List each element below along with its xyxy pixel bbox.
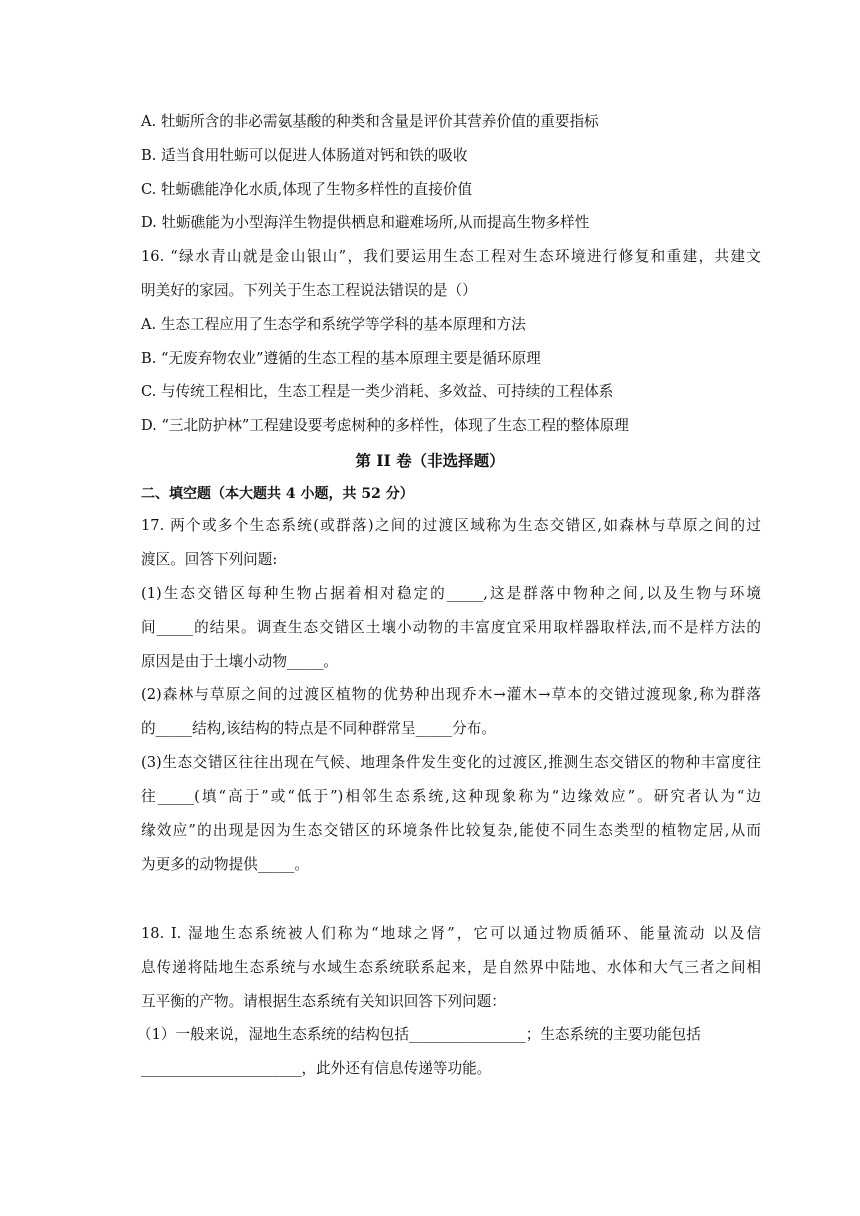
q17-part3-line-3: 缘效应”的出现是因为生态交错区的环境条件比较复杂,能使不同生态类型的植物定居,从而 bbox=[141, 822, 761, 839]
q15-option-b: B. 适当食用牡蛎可以促进人体肠道对钙和铁的吸收 bbox=[141, 147, 468, 164]
q17-part3-line-2: 往_____(填“高于”或“低于”)相邻生态系统,这种现象称为“边缘效应”。研究者认为“边 bbox=[141, 788, 761, 805]
q15-option-c: C. 牡蛎礁能净化水质,体现了生物多样性的直接价值 bbox=[141, 181, 473, 198]
q17-stem-line-2: 渡区。回答下列问题: bbox=[141, 551, 278, 568]
q15-option-d: D. 牡蛎礁能为小型海洋生物提供栖息和避难场所,从而提高生物多样性 bbox=[141, 214, 590, 231]
q16-stem-line-1: 16. “绿水青山就是金山银山”，我们要运用生态工程对生态环境进行修复和重建，共建文 bbox=[141, 248, 761, 265]
section-title: 第 II 卷（非选择题） bbox=[355, 451, 505, 470]
q17-part1-line-1: (1)生态交错区每种生物占据着相对稳定的_____,这是群落中物种之间,以及生物与环境 bbox=[141, 585, 761, 602]
q18-part1-line-2: ______________________，此外还有信息传递等功能。 bbox=[141, 1060, 492, 1077]
q18-stem-line-1: 18. I. 湿地生态系统被人们称为“地球之肾”，它可以通过物质循环、能量流动 以及信 bbox=[141, 925, 761, 942]
q16-stem-line-2: 明美好的家园。下列关于生态工程说法错误的是（） bbox=[141, 282, 477, 299]
q16-option-d: D. “三北防护林”工程建设要考虑树种的多样性，体现了生态工程的整体原理 bbox=[141, 417, 629, 434]
q17-part3-line-1: (3)生态交错区往往出现在气候、地理条件发生变化的过渡区,推测生态交错区的物种丰富度往 bbox=[141, 754, 761, 771]
q18-stem-line-3: 互平衡的产物。请根据生态系统有关知识回答下列问题： bbox=[141, 993, 506, 1010]
q17-stem-line-1: 17. 两个或多个生态系统(或群落)之间的过渡区域称为生态交错区,如森林与草原之间的过 bbox=[141, 517, 761, 534]
q17-part3-line-4: 为更多的动物提供_____。 bbox=[141, 856, 309, 873]
q18-stem-line-2: 息传递将陆地生态系统与水域生态系统联系起来，是自然界中陆地、水体和大气三者之间相 bbox=[141, 959, 761, 976]
q17-part1-line-2: 间_____的结果。调查生态交错区土壤小动物的丰富度宜采用取样器取样法,而不是样方法的 bbox=[141, 619, 761, 636]
q17-part1-line-3: 原因是由于土壤小动物_____。 bbox=[141, 653, 339, 670]
q16-option-c: C. 与传统工程相比，生态工程是一类少消耗、多效益、可持续的工程体系 bbox=[141, 383, 614, 400]
q17-part2-line-1: (2)森林与草原之间的过渡区植物的优势种出现乔木→灌木→草本的交错过渡现象,称为群落 bbox=[141, 686, 761, 703]
q16-option-b: B. “无废弃物农业”遵循的生态工程的基本原理主要是循环原理 bbox=[141, 350, 541, 367]
q17-part2-line-2: 的_____结构,该结构的特点是不同种群常呈_____分布。 bbox=[141, 720, 496, 737]
q16-option-a: A. 生态工程应用了生态学和系统学等学科的基本原理和方法 bbox=[141, 316, 526, 333]
section-heading: 二、填空题（本大题共 4 小题，共 52 分） bbox=[141, 486, 414, 502]
q18-part1-line-1: （1）一般来说，湿地生态系统的结构包括________________；生态系统的主要功能包括 bbox=[137, 1026, 701, 1043]
q15-option-a: A. 牡蛎所含的非必需氨基酸的种类和含量是评价其营养价值的重要指标 bbox=[141, 113, 599, 130]
